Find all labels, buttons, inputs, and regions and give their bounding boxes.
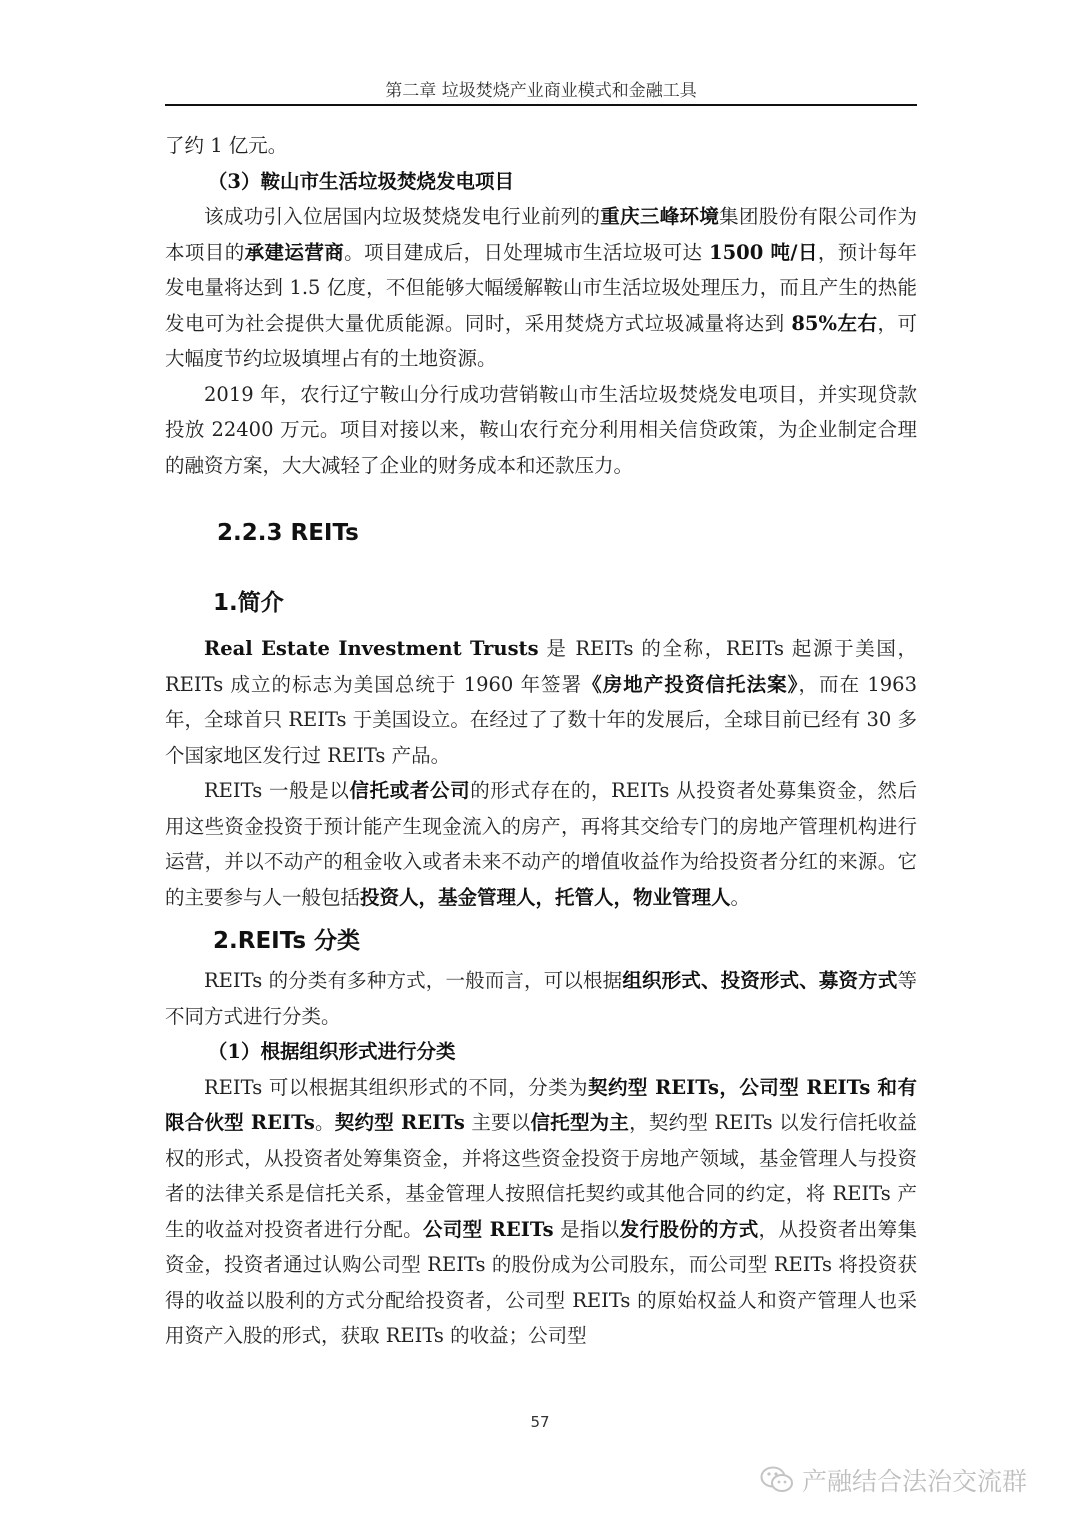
text-run: ，从投资者出筹集资金，投资者通过认购公司型 REITs 的股份成为公司股东，而公司型 REITs 将投资获得的收益以股利的方式分配给投资者，公司型 REITs 的原始权益人和资产管理人也采用资产入股的形式，获取 REITs 的收益；公司型 bbox=[165, 1217, 917, 1347]
header-divider bbox=[165, 104, 917, 106]
watermark-text: 产融结合法治交流群 bbox=[802, 1467, 1028, 1496]
bold-run: 85%左右 bbox=[791, 311, 878, 335]
bold-run: 信托或者公司 bbox=[349, 779, 471, 802]
paragraph-continued: 了约 1 亿元。 bbox=[165, 134, 288, 157]
bold-run: 发行股份的方式 bbox=[619, 1217, 759, 1241]
bold-run: 《房地产投资信托法案》 bbox=[582, 672, 799, 696]
text-run: 集团股份有限公司作为本项目的 bbox=[165, 205, 917, 264]
bold-run: 公司型 REITs bbox=[422, 1217, 554, 1241]
paragraph-reits-form bbox=[165, 773, 917, 915]
text-run: 。 bbox=[730, 885, 751, 909]
bold-run: 重庆三峰环境 bbox=[600, 205, 720, 228]
wechat-icon bbox=[760, 1465, 794, 1495]
text-run: 是 REITs 的全称，REITs 起源于美国，REITs 成立的标志为美国总统于 1960 年签署 bbox=[165, 637, 917, 696]
paragraph-reits-intro bbox=[165, 631, 917, 773]
text-run: 该成功引入位居国内垃圾焚烧发电行业前列的 bbox=[204, 205, 601, 228]
bold-run: 信托型为主 bbox=[530, 1111, 630, 1134]
text-run: ，预计每年发电量将达到 1.5 亿度，不但能够大幅缓解鞍山市生活垃圾处理压力，而且产生的热能发电可为社会提供大量优质能源。同时，采用焚烧方式垃圾减量将达到 bbox=[165, 240, 917, 335]
bold-run: 契约型 REITs bbox=[334, 1111, 465, 1134]
watermark bbox=[760, 1462, 1027, 1498]
text-run: ，可大幅度节约垃圾填埋占有的土地资源。 bbox=[165, 311, 917, 370]
paragraph-classification bbox=[165, 963, 917, 1034]
subsection-heading-classification: 2.REITs 分类 bbox=[213, 928, 361, 954]
text-run: REITs 可以根据其组织形式的不同，分类为 bbox=[204, 1075, 588, 1099]
text-run: ，契约型 REITs 以发行信托收益权的形式，从投资者处筹集资金，并将这些资金投资于房地产领域，基金管理人与投资者的法律关系是信托关系，基金管理人按照信托契约或其他合同的约定，将 REITs 产生的收益对投资者进行分配。 bbox=[165, 1111, 917, 1241]
text-run: 的形式存在的，REITs 从投资者处募集资金，然后用这些资金投资于预计能产生现金流入的房产，再将其交给专门的房地产管理机构进行运营，并以不动产的租金收入或者未来不动产的增值收益作为给投资者分红的来源。它的主要参与人一般包括 bbox=[165, 779, 917, 909]
page-number: 57 bbox=[530, 1413, 550, 1431]
text-run: REITs 一般是以 bbox=[204, 779, 350, 802]
paragraph-abc-loan: 2019 年，农行辽宁鞍山分行成功营销鞍山市生活垃圾焚烧发电项目，并实现贷款投放 22400 万元。项目对接以来，鞍山农行充分利用相关信贷政策，为企业制定合理的融资方案，大大减轻了企业的财务成本和还款压力。 bbox=[165, 382, 917, 477]
subheading-by-organization: （1）根据组织形式进行分类 bbox=[207, 1040, 456, 1063]
text-run: 是指以 bbox=[553, 1217, 620, 1241]
text-run: 主要以 bbox=[464, 1111, 531, 1134]
bold-run: 契约型 REITs，公司型 REITs 和有限合伙型 REITs bbox=[165, 1075, 917, 1134]
text-run: 。项目建成后，日处理城市生活垃圾可达 bbox=[344, 240, 710, 264]
bold-run: 组织形式、投资形式、募资方式 bbox=[622, 969, 898, 992]
bold-run: 1500 吨/日 bbox=[709, 240, 818, 264]
text-run: ，而在 1963 年，全球首只 REITs 于美国设立。在经过了了数十年的发展后，全球目前已经有 30 多个国家地区发行过 REITs 产品。 bbox=[165, 672, 917, 767]
text-run: 等不同方式进行分类。 bbox=[165, 969, 917, 1028]
subheading-anshan-project: （3）鞍山市生活垃圾焚烧发电项目 bbox=[207, 169, 514, 193]
bold-run: 承建运营商 bbox=[244, 240, 345, 264]
text-run: 。 bbox=[314, 1111, 335, 1134]
section-heading-reits: 2.2.3 REITs bbox=[217, 520, 359, 546]
running-header: 第二章 垃圾焚烧产业商业模式和金融工具 bbox=[385, 81, 697, 101]
page-body bbox=[165, 128, 917, 1354]
bold-run: 投资人，基金管理人，托管人，物业管理人 bbox=[360, 885, 731, 909]
bold-run: Real Estate Investment Trusts bbox=[204, 637, 539, 660]
paragraph-by-organization bbox=[165, 1070, 917, 1354]
text-run: REITs 的分类有多种方式，一般而言，可以根据 bbox=[204, 969, 623, 992]
subsection-heading-intro: 1.简介 bbox=[213, 590, 284, 616]
paragraph-anshan-project bbox=[165, 199, 917, 377]
